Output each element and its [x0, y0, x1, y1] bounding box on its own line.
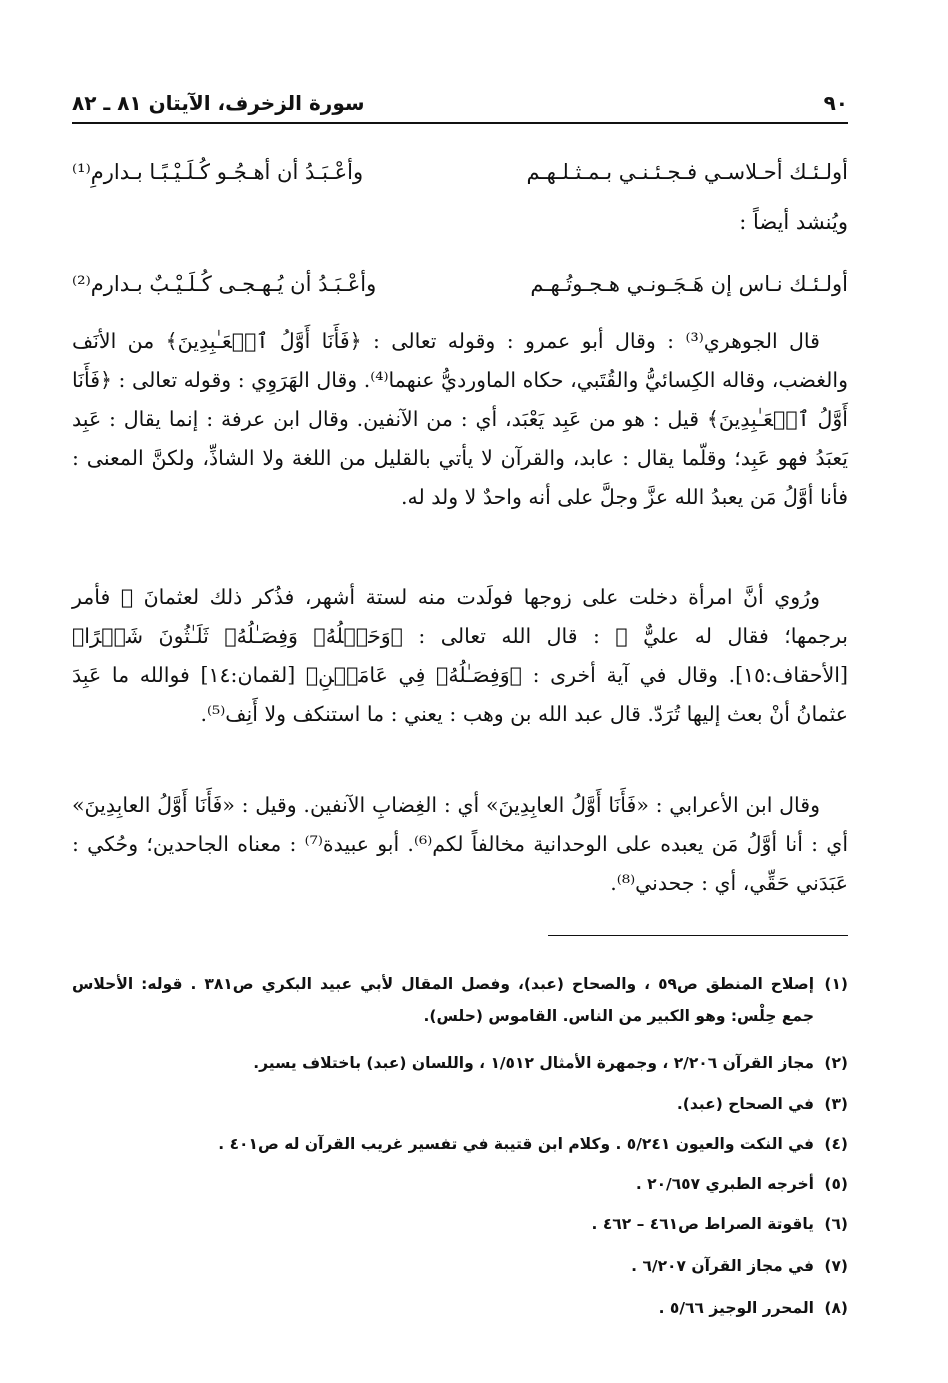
verse-first-hemistich: أولـئـك أحـلاسـي فـجـئـنـي بـمـثـلـهـم: [526, 160, 848, 184]
header-rule: [72, 122, 848, 124]
footnote-7: [72, 1250, 848, 1282]
intro-line: ويُنشد أيضاً :: [739, 210, 848, 234]
footnote-text: في مجاز القرآن ٦/٢٠٧ .: [631, 1257, 814, 1275]
footnote-text: إصلاح المنطق ص٥٩ ، والصحاح (عبد)، وفصل المقال لأبي عبيد البكري ص٣٨١ . قوله: الأحلاس جمع حِلْس: وهو الكبير من الناس. القاموس (حلس).: [72, 975, 815, 1025]
footnote-1: [72, 968, 848, 1032]
footnote-6: [72, 1208, 848, 1240]
paragraph-text: وقال ابن الأعرابي : «فَأَنَا أَوَّلُ العابِدِينَ» أي : الغِضابِ الآنفين. وقيل : «فَأَنَا أَوَّلُ العابِدِينَ» أي : أنا أوَّلُ مَن يعبده على الوحدانية مخالفاً لكم⁽⁶⁾. أبو عبيدة⁽⁷⁾ : معناه الجاحدين؛ وحُكي : عَبَدَني حَقِّي، أي : جحدني⁽⁸⁾.: [72, 793, 849, 895]
page-header: [72, 86, 848, 120]
footnote-2: [72, 1047, 848, 1079]
footnote-number: (١): [824, 975, 848, 993]
footnote-3: [72, 1088, 848, 1120]
footnote-text: ياقوتة الصراط ص٤٦١ – ٤٦٢ .: [591, 1215, 814, 1233]
paragraph-3: [72, 786, 848, 903]
footnote-number: (٦): [824, 1215, 848, 1233]
footnote-rule: [548, 935, 848, 936]
footnote-text: في الصحاح (عبد).: [676, 1095, 814, 1113]
footnote-5: [72, 1168, 848, 1200]
footnote-text: مجاز القرآن ٢/٢٠٦ ، وجمهرة الأمثال ١/٥١٢ ، واللسان (عبد) باختلاف يسير.: [253, 1054, 814, 1072]
verse-second-hemistich: وأعْـبَـدُ أن أهـجُـو كُـلَـيْـبًـا بـدارمِ⁽¹⁾: [72, 160, 364, 184]
paragraph-text: ورُوي أنَّ امرأة دخلت على زوجها فولَدت منه لستة أشهر، فذُكر ذلك لعثمانَ ﷺ فأمر برجمها؛ فقال له عليٌّ ﷺ : قال الله تعالى : ﴿وَحَمۡلُهُۥ وَفِصَـٰلُهُۥ ثَلَـٰثُونَ شَهۡرًا﴾ [الأحقاف:١٥]. وقال في آية أخرى : ﴿وَفِصَـٰلُهُۥ فِي عَامَيۡنِ﴾ [لقمان:١٤] فوالله ما عَبِدَ عثمانُ أنْ بعث إليها تُرَدّ. قال عبد الله بن وهب : يعني : ما استنكف ولا أَنِف⁽⁵⁾.: [72, 585, 848, 726]
footnote-4: [72, 1128, 848, 1160]
footnote-text: المحرر الوجيز ٥/٦٦ .: [658, 1299, 814, 1317]
paragraph-text: قال الجوهري⁽³⁾ : وقال أبو عمرو : وقوله تعالى : ﴿فَأَنَا أَوَّلُ ٱلۡعَـٰبِدِينَ﴾ من الأنَف والغضب، وقاله الكِسائيُّ والقُتَبي، حكاه الماورديُّ عنهما⁽⁴⁾. وقال الهَرَوِي : وقوله تعالى : ﴿فَأَنَا أَوَّلُ ٱلۡعَـٰبِدِينَ﴾ قيل : هو من عَبِد يَعْبَد، أي : من الآنفين. وقال ابن عرفة : إنما يقال : عَبِد يَعبَدُ فهو عَبِد؛ وقلّما يقال : عابد، والقرآن لا يأتي بالقليل من اللغة ولا الشاذِّ، ولكنَّ المعنى : فأنا أوَّلُ مَن يعبدُ الله عزَّ وجلَّ على أنه واحدٌ لا ولد له.: [72, 329, 848, 509]
footnote-number: (٥): [824, 1175, 848, 1193]
page-number: ٩٠: [823, 91, 848, 115]
verse-second-hemistich: وأعْـبَـدُ أن يُـهـجـى كُـلَـيْـبٌ بـدارم⁽²⁾: [72, 272, 377, 296]
footnote-8: [72, 1292, 848, 1324]
footnote-text: أخرجه الطبري ٢٠/٦٥٧ .: [635, 1175, 814, 1193]
footnote-number: (٢): [824, 1054, 848, 1072]
paragraph-2: [72, 578, 848, 734]
poem-verse-1: [72, 150, 848, 194]
footnote-number: (٨): [824, 1299, 848, 1317]
verse-first-hemistich: أولـئـك نـاس إن هَـجَـونـي هـجـوتُـهـم: [530, 272, 848, 296]
running-title: سورة الزخرف، الآيتان ٨١ ـ ٨٢: [72, 91, 365, 115]
footnote-number: (٧): [824, 1257, 848, 1275]
footnote-text: في النكت والعيون ٥/٢٤١ . وكلام ابن قتيبة في تفسير غريب القرآن له ص٤٠١ .: [218, 1135, 814, 1153]
poem-verse-2: [72, 262, 848, 306]
footnote-number: (٤): [824, 1135, 848, 1153]
paragraph-1: [72, 322, 848, 517]
footnote-number: (٣): [824, 1095, 848, 1113]
